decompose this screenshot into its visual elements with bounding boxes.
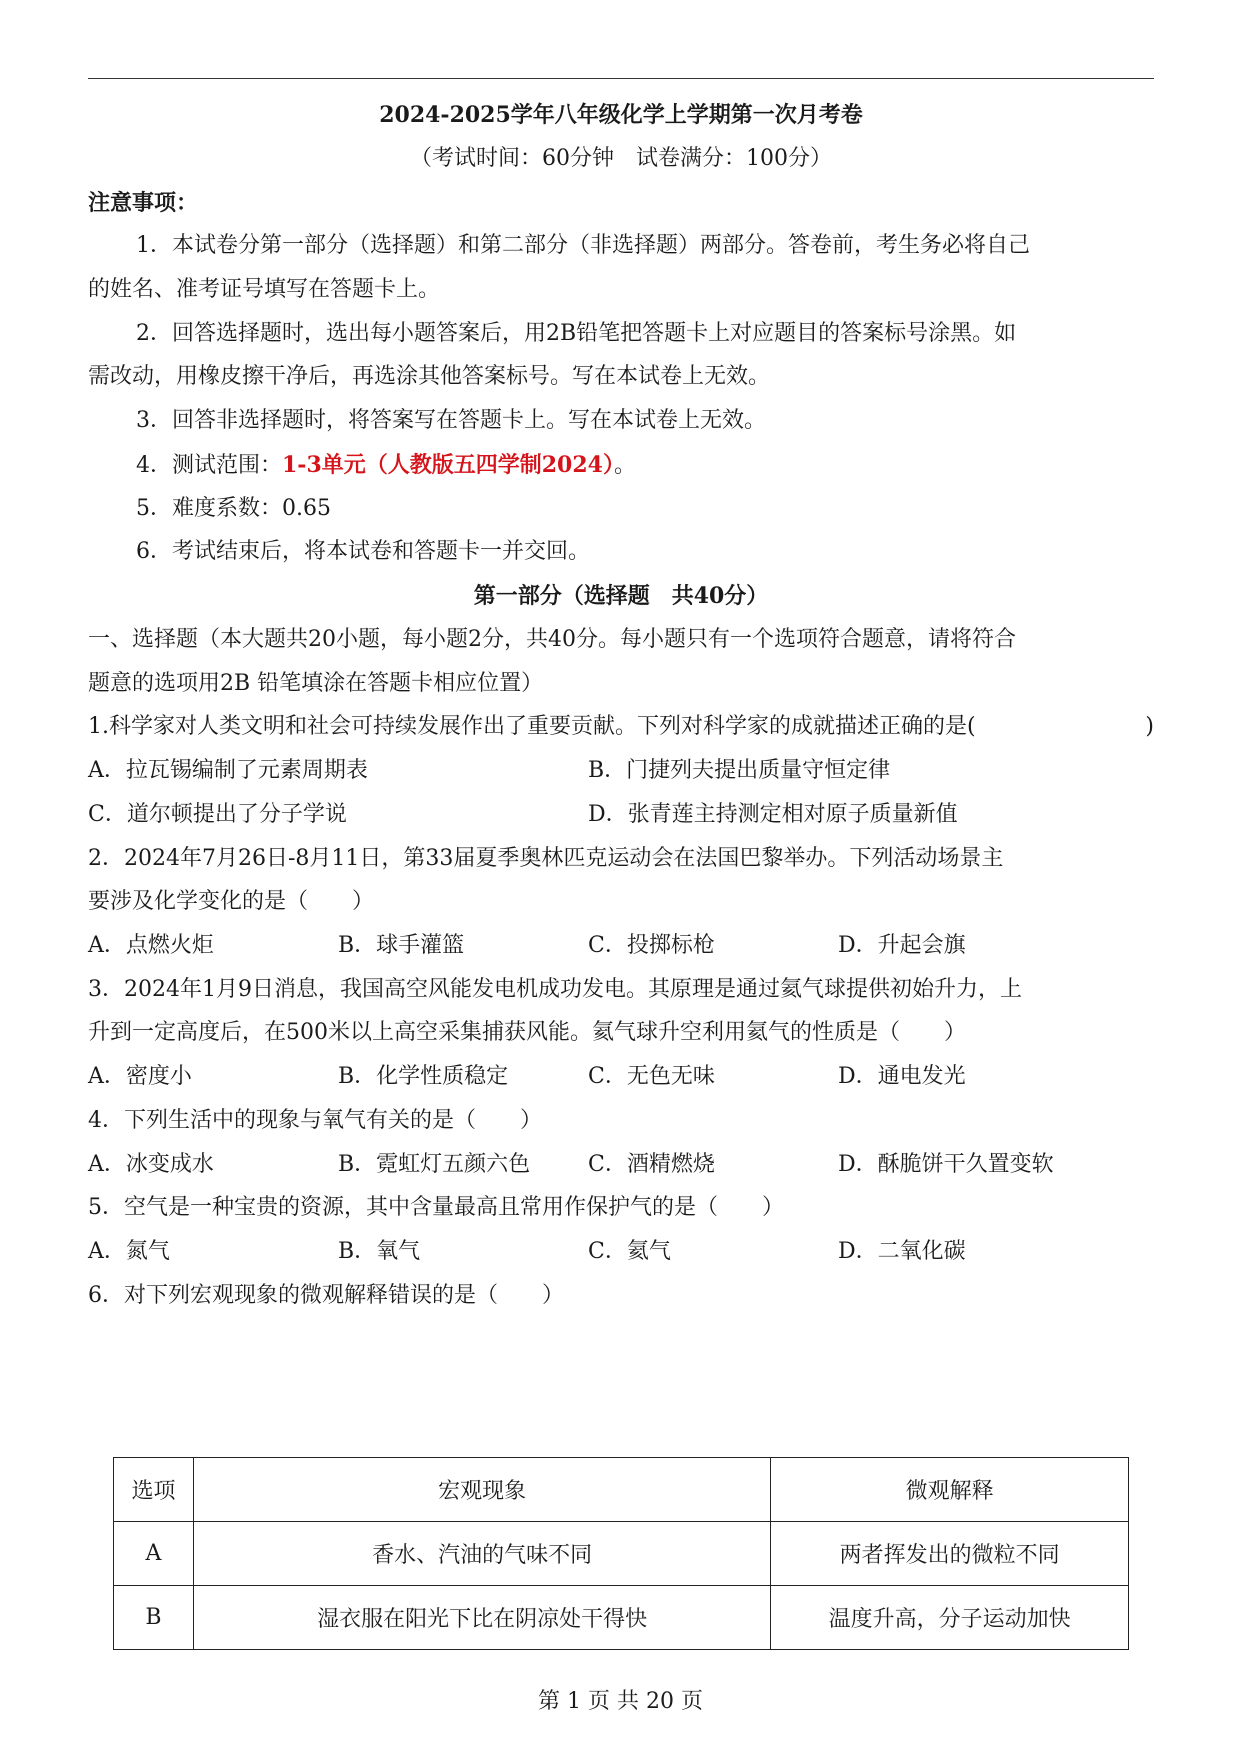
notice-item-2a: 2．回答选择题时，选出每小题答案后，用2B铅笔把答题卡上对应题目的答案标号涂黑。如: [136, 321, 1017, 346]
notice-item-6: 6．考试结束后，将本试卷和答题卡一并交回。: [136, 539, 590, 564]
notice-item-4: [88, 450, 1154, 481]
table-cell-macro: 湿衣服在阳光下比在阴凉处干得快: [193, 1586, 770, 1650]
question-3-option-a: A．密度小: [88, 1064, 192, 1089]
question-3-option-d: D．通电发光: [838, 1064, 966, 1089]
question-1-option-a: A．拉瓦锡编制了元素周期表: [88, 758, 368, 783]
question-4-option-b: B．霓虹灯五颜六色: [338, 1152, 531, 1177]
exam-subtitle: （考试时间：60分钟 试卷满分：100分）: [410, 146, 832, 171]
question-5-option-a: A．氮气: [88, 1239, 170, 1264]
table-cell-option: B: [114, 1586, 194, 1650]
question-1-option-c: C．道尔顿提出了分子学说: [88, 802, 347, 827]
question-1-stem: [88, 712, 1154, 742]
question-2-option-b: B．球手灌篮: [338, 933, 465, 958]
question-1-option-b: B．门捷列夫提出质量守恒定律: [588, 758, 891, 783]
question-6-stem: 6．对下列宏观现象的微观解释错误的是（ ）: [88, 1283, 564, 1308]
question-6-table: [113, 1457, 1129, 1650]
notice-item-3: 3．回答非选择题时，将答案写在答题卡上。写在本试卷上无效。: [136, 408, 766, 433]
table-cell-micro: 温度升高，分子运动加快: [771, 1586, 1129, 1650]
question-1-paren: ): [1145, 714, 1154, 739]
notice-item-1a: 1．本试卷分第一部分（选择题）和第二部分（非选择题）两部分。答卷前，考生务必将自己: [136, 233, 1031, 258]
question-2-option-d: D．升起会旗: [838, 933, 966, 958]
question-1-text: 1.科学家对人类文明和社会可持续发展作出了重要贡献。下列对科学家的成就描述正确的是(: [88, 714, 976, 739]
question-5-option-d: D．二氧化碳: [838, 1239, 966, 1264]
question-4-option-d: D．酥脆饼干久置变软: [838, 1152, 1054, 1177]
table-header-macro: 宏观现象: [193, 1458, 770, 1522]
notice-item-2b: 需改动，用橡皮擦干净后，再选涂其他答案标号。写在本试卷上无效。: [88, 364, 771, 389]
table-cell-micro: 两者挥发出的微粒不同: [771, 1522, 1129, 1586]
section-title: 第一部分（选择题 共40分）: [473, 583, 769, 609]
table-header-row: [114, 1458, 1129, 1522]
table-row: [114, 1586, 1129, 1650]
page-footer: 第 1 页 共 20 页: [538, 1689, 703, 1714]
question-4-stem: 4．下列生活中的现象与氧气有关的是（ ）: [88, 1108, 542, 1133]
notice-item-4-prefix: 4．测试范围：: [136, 453, 282, 478]
section-intro-line2: 题意的选项用2B 铅笔填涂在答题卡相应位置）: [88, 671, 544, 696]
test-range-highlight: 1-3单元（人教版五四学制2024）: [282, 452, 614, 478]
question-5-stem: 5．空气是一种宝贵的资源，其中含量最高且常用作保护气的是（ ）: [88, 1195, 784, 1220]
table-cell-macro: 香水、汽油的气味不同: [193, 1522, 770, 1586]
question-5-option-b: B．氧气: [338, 1239, 421, 1264]
question-4-option-c: C．酒精燃烧: [588, 1152, 715, 1177]
question-3-stem-line1: 3．2024年1月9日消息，我国高空风能发电机成功发电。其原理是通过氦气球提供初始升力，上: [88, 977, 1022, 1002]
notice-heading: 注意事项：: [88, 190, 199, 216]
table-header-option: 选项: [114, 1458, 194, 1522]
question-1-option-d: D．张青莲主持测定相对原子质量新值: [588, 802, 958, 827]
exam-title: 2024-2025学年八年级化学上学期第一次月考卷: [379, 102, 863, 128]
notice-item-1b: 的姓名、准考证号填写在答题卡上。: [88, 277, 441, 302]
header-rule: [88, 78, 1154, 79]
section-intro-line1: 一、选择题（本大题共20小题，每小题2分，共40分。每小题只有一个选项符合题意，请将符合: [88, 627, 1016, 652]
question-2-option-a: A．点燃火炬: [88, 933, 214, 958]
table-header-micro: 微观解释: [771, 1458, 1129, 1522]
notice-item-5: 5．难度系数：0.65: [136, 496, 331, 521]
question-2-stem-line2: 要涉及化学变化的是（ ）: [88, 889, 375, 914]
question-2-option-c: C．投掷标枪: [588, 933, 715, 958]
table-cell-option: A: [114, 1522, 194, 1586]
question-3-stem-line2: 升到一定高度后，在500米以上高空采集捕获风能。氦气球升空利用氦气的性质是（ ）: [88, 1020, 966, 1045]
question-5-option-c: C．氦气: [588, 1239, 671, 1264]
question-3-option-c: C．无色无味: [588, 1064, 715, 1089]
question-4-option-a: A．冰变成水: [88, 1152, 214, 1177]
question-3-option-b: B．化学性质稳定: [338, 1064, 509, 1089]
notice-item-4-suffix: 。: [613, 453, 636, 478]
table-row: [114, 1522, 1129, 1586]
question-2-stem-line1: 2．2024年7月26日-8月11日，第33届夏季奥林匹克运动会在法国巴黎举办。下列活动场景主: [88, 846, 1004, 871]
